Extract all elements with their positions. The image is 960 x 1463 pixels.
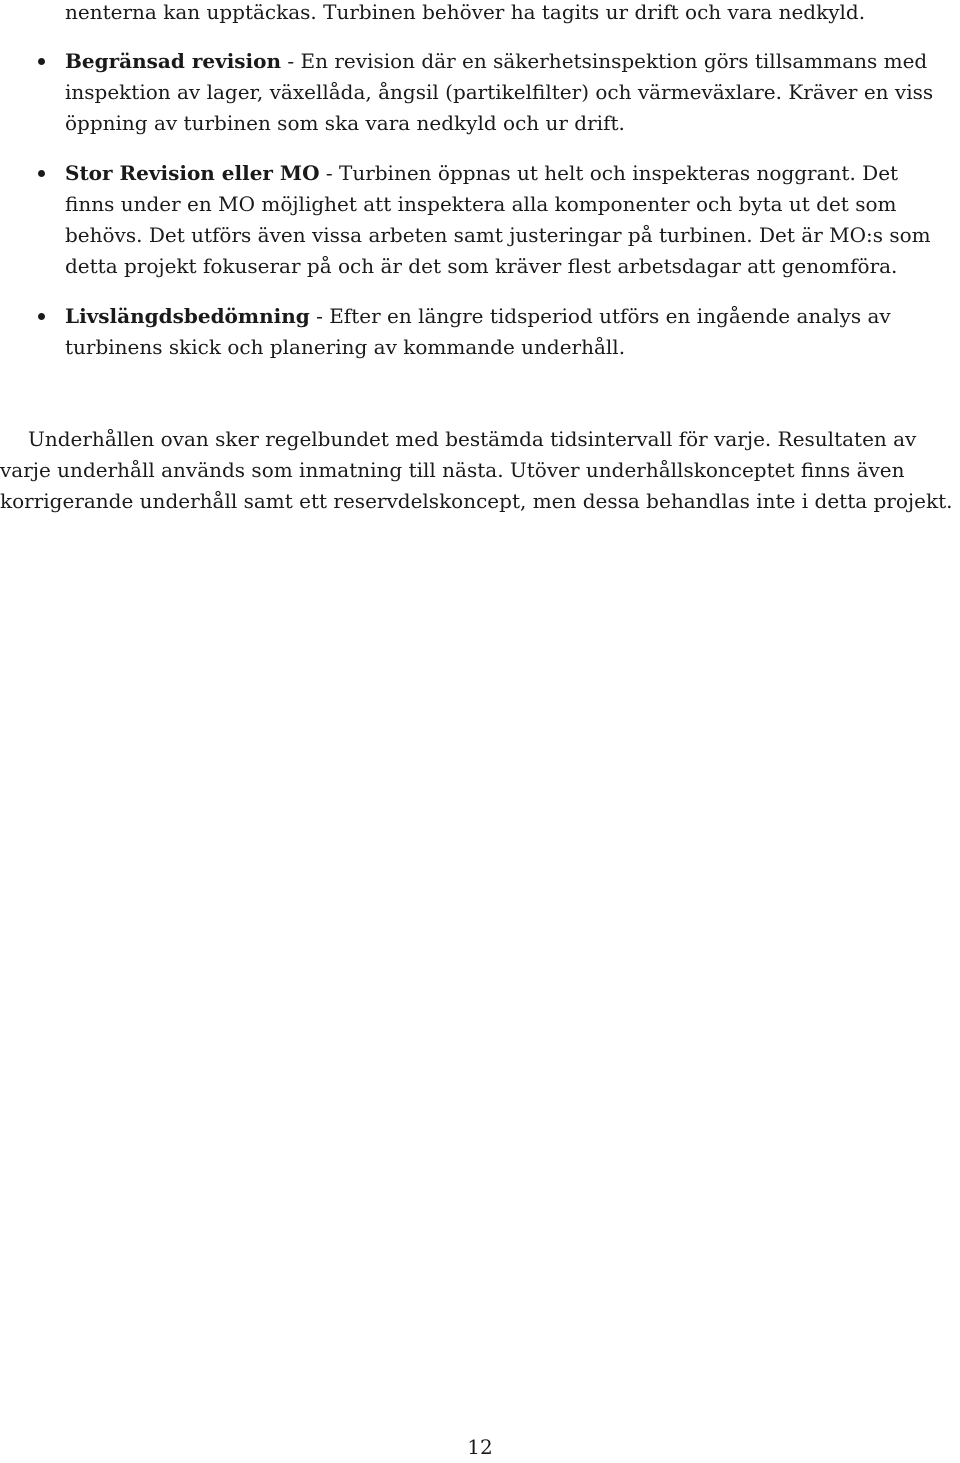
list-item-term: Begränsad revision: [65, 49, 282, 73]
bullet-icon: [38, 58, 45, 65]
list-item-text: - Turbinen öppnas ut helt och inspekteras noggrant. Det finns under en MO möjlighet att inspektera alla komponenter och byta ut det som behövs. Det utförs även vissa arbeten samt justeringar på turbinen. Det är MO:s som detta projekt fokuserar på och är det som kräver flest arbetsdagar att genomföra.: [65, 161, 931, 278]
list-item-text: - En revision där en säkerhetsinspektion görs tillsammans med inspektion av lager, växellåda, ångsil (partikelfilter) och värmeväxlare. Kräver en viss öppning av turbinen som ska vara nedkyld och ur drift.: [65, 49, 934, 135]
bullet-icon: [38, 170, 45, 177]
list-item-term: Livslängdsbedömning: [65, 304, 310, 328]
list-item-term: Stor Revision eller MO: [65, 161, 320, 185]
list-item-text: - Efter en längre tidsperiod utförs en ingående analys av turbinens skick och planering av kommande underhåll.: [65, 304, 891, 359]
page-number: 12: [467, 1435, 493, 1459]
maintenance-type-list: [0, 46, 960, 382]
continued-paragraph-text: nenterna kan upptäckas. Turbinen behöver ha tagits ur drift och vara nedkyld.: [65, 0, 866, 24]
list-item: [0, 301, 960, 363]
list-item: [0, 46, 960, 139]
bullet-icon: [38, 313, 45, 320]
list-item: [0, 158, 960, 282]
closing-paragraph: Underhållen ovan sker regelbundet med bestämda tidsintervall för varje. Resultaten av varje underhåll används som inmatning till nästa. Utöver underhållskonceptet finns även korrigerande underhåll samt ett reservdelskoncept, men dessa behandlas inte i detta projekt.: [0, 427, 953, 513]
